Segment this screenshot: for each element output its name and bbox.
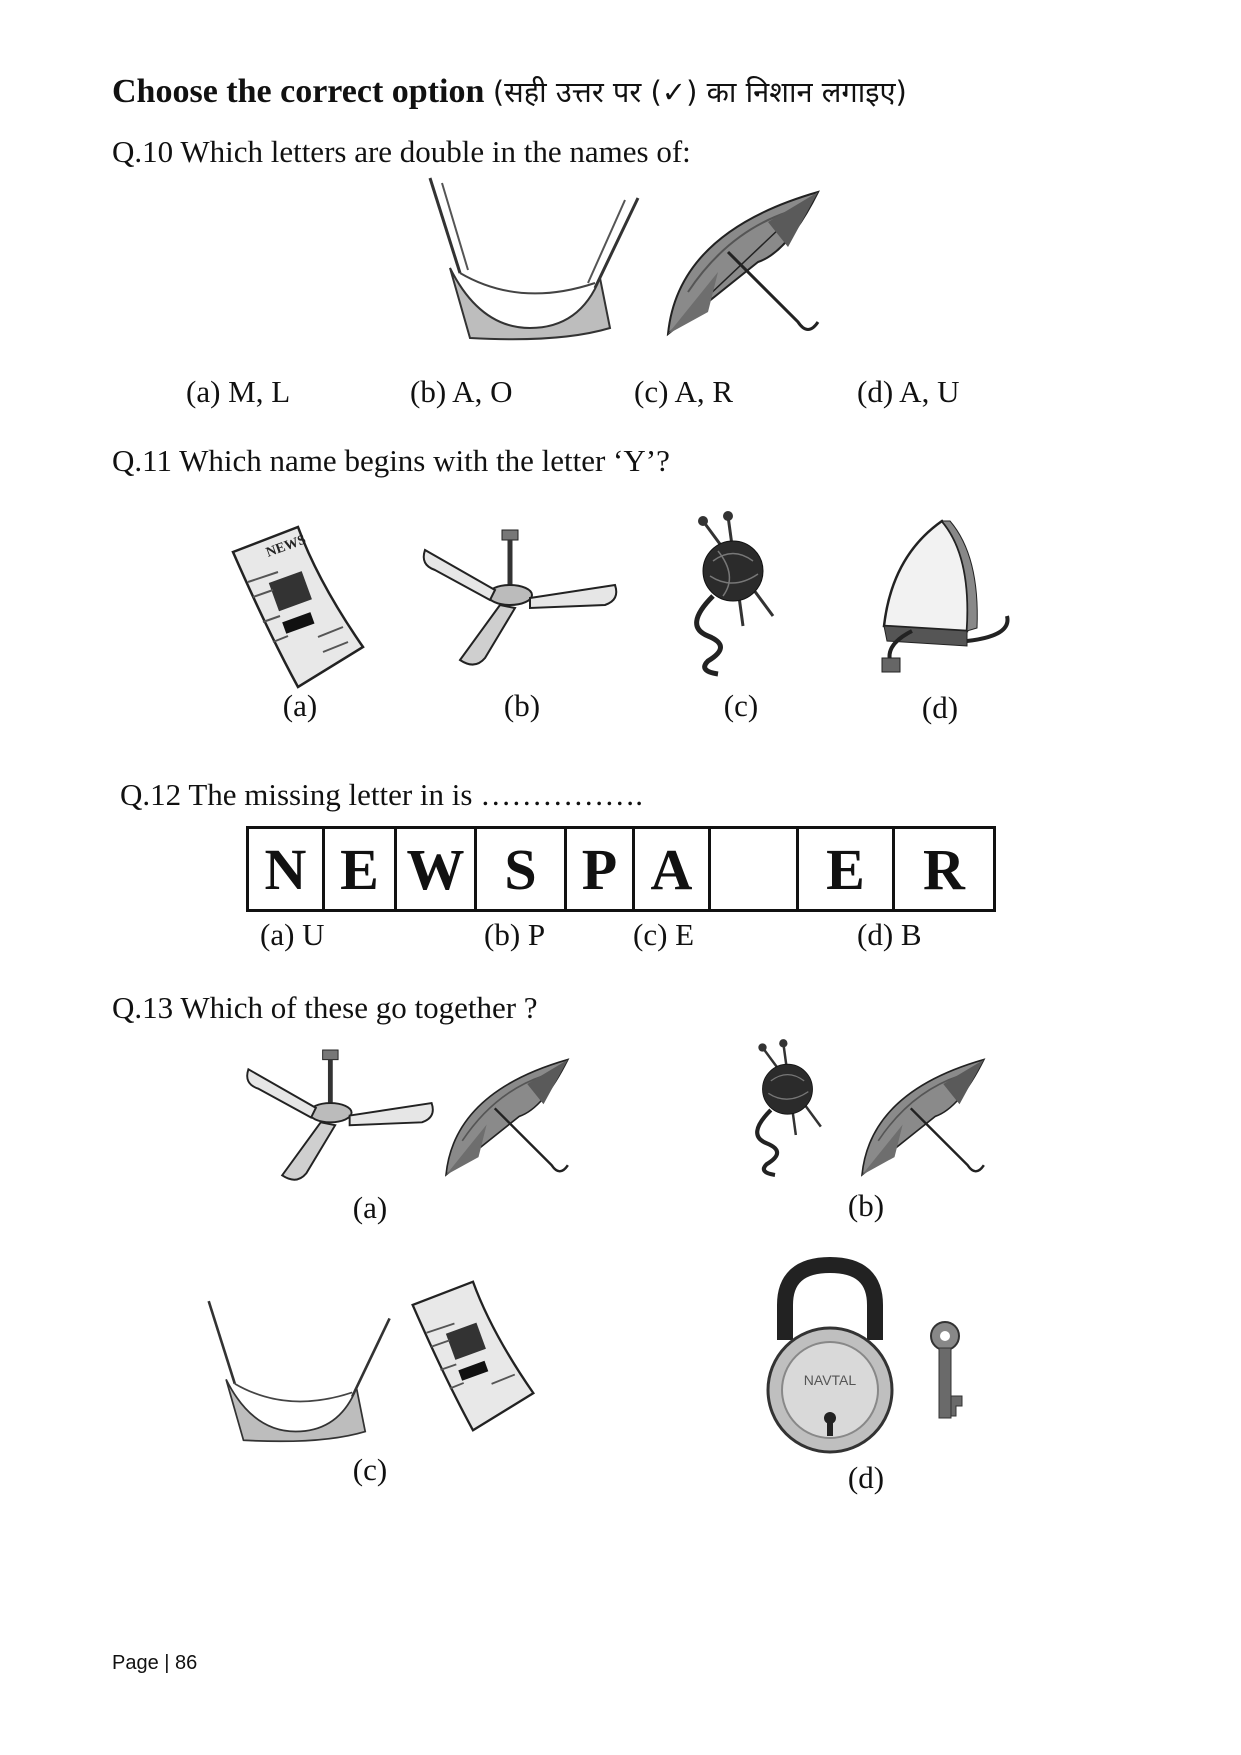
q10-option-b[interactable]: (b) A, O (410, 374, 513, 409)
letter-tile: E (799, 829, 895, 909)
q13-label-c[interactable]: (c) (352, 1452, 388, 1487)
umbrella-icon (446, 1058, 576, 1183)
letter-tile: R (923, 836, 965, 902)
q12-option-c[interactable]: (c) E (633, 917, 695, 952)
q13-label-a[interactable]: (a) (352, 1190, 388, 1225)
umbrella-icon (862, 1058, 992, 1183)
q12-option-b[interactable]: (b) P (484, 917, 546, 952)
hammock-icon (420, 178, 650, 348)
page-number: Page | 86 (112, 1652, 198, 1674)
umbrella-icon (668, 192, 828, 342)
letter-tile: N (249, 829, 325, 909)
fan-icon (420, 530, 620, 670)
yarn-icon (688, 516, 808, 676)
newspaper-letter-tiles (246, 826, 996, 912)
letter-tile: A (635, 829, 711, 909)
heading-title: Choose the correct option (112, 73, 485, 110)
newspaper-icon (408, 1276, 538, 1436)
q12-option-d[interactable]: (d) B (857, 917, 922, 952)
q12-question: Q.12 The missing letter in is ……………. (120, 777, 643, 812)
fan-icon (240, 1050, 440, 1185)
svg-text:NEWS: NEWS (264, 532, 309, 561)
q11-label-b[interactable]: (b) (503, 688, 541, 723)
q13-question: Q.13 Which of these go together ? (112, 990, 538, 1025)
q13-label-b[interactable]: (b) (847, 1188, 885, 1223)
letter-tile: E (325, 829, 397, 909)
yarn-icon (750, 1040, 850, 1180)
newspaper-icon (228, 522, 368, 692)
q11-label-a[interactable]: (a) (282, 688, 318, 723)
heading-hindi-instruction: (सही उत्तर पर (✓) का निशान लगाइए) (492, 75, 907, 109)
padlock-brand-text: NAVTAL (803, 1372, 857, 1388)
q11-label-c[interactable]: (c) (723, 688, 759, 723)
padlock-icon (760, 1260, 900, 1460)
q10-option-c[interactable]: (c) A, R (634, 374, 734, 409)
letter-tile: W (397, 829, 477, 909)
q10-option-d[interactable]: (d) A, U (857, 374, 960, 409)
letter-tile: P (567, 829, 635, 909)
letter-tile: S (477, 829, 567, 909)
key-icon (920, 1316, 970, 1436)
hammock-icon (200, 1300, 400, 1450)
q11-label-d[interactable]: (d) (921, 690, 959, 725)
missing-letter-tile (711, 829, 799, 909)
q11-question: Q.11 Which name begins with the letter ‘Y’? (112, 443, 670, 478)
page-heading (112, 72, 907, 111)
iron-icon (872, 516, 1022, 676)
q12-option-a[interactable]: (a) U (260, 917, 325, 952)
q13-label-d[interactable]: (d) (847, 1460, 885, 1495)
q10-question: Q.10 Which letters are double in the names of: (112, 134, 691, 169)
q10-option-a[interactable]: (a) M, L (186, 374, 291, 409)
